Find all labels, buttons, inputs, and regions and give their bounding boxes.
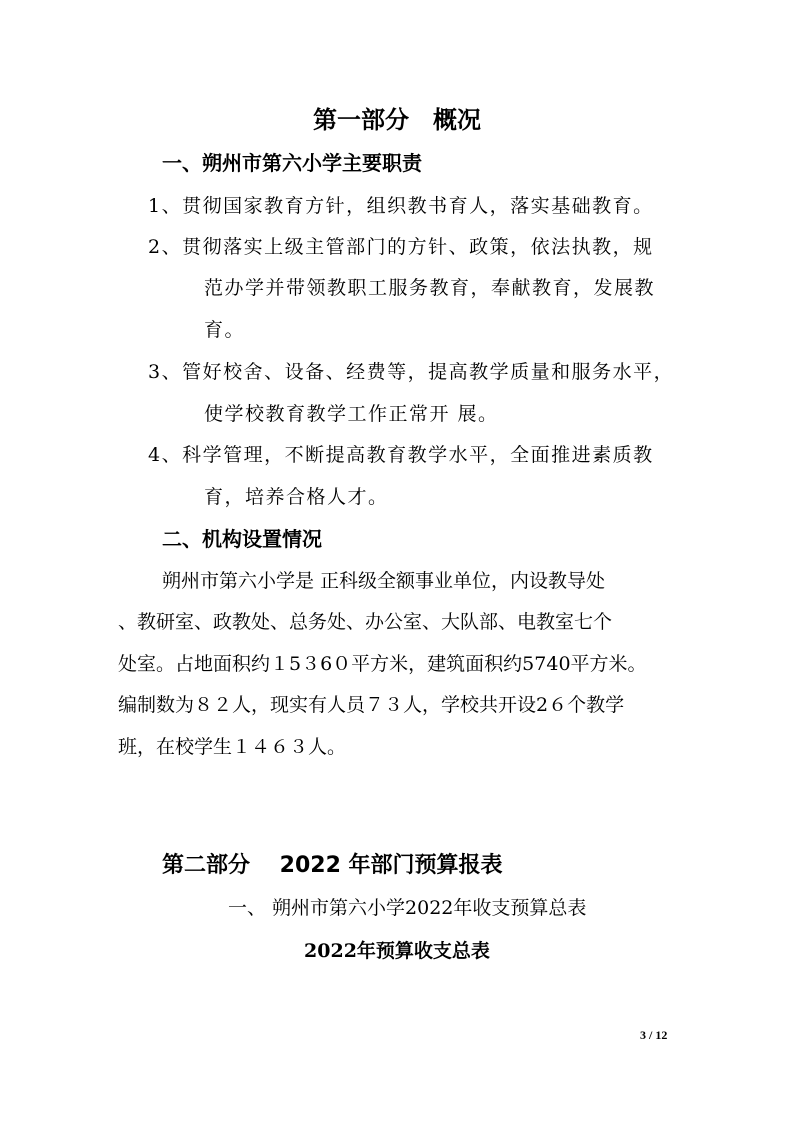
duty-item-3-line1: 3、管好校舍、设备、经费等，提高教学质量和服务水平， bbox=[148, 361, 675, 383]
section1-heading: 一、朔州市第六小学主要职责 bbox=[162, 151, 422, 175]
duty-item-2-line1: 2、贯彻落实上级主管部门的方针、政策，依法执教，规 bbox=[148, 236, 654, 258]
duty-item-3-line2: 使学校教育教学工作正常开 展。 bbox=[204, 403, 499, 425]
page-number: 3 / 12 bbox=[640, 1028, 668, 1042]
budget-table-title: 2022年预算收支总表 bbox=[304, 940, 490, 962]
duty-item-4-line1: 4、科学管理，不断提高教育教学水平，全面推进素质教 bbox=[148, 444, 654, 466]
org-paragraph-line4: 编制数为８２人，现实有人员７３人，学校共开设2６个教学 bbox=[118, 694, 625, 716]
org-paragraph-line2: 、教研室、政教处、总务处、办公室、大队部、电教室七个 bbox=[118, 611, 613, 633]
part2-subheading: 一、 朔州市第六小学2022年收支预算总表 bbox=[228, 897, 587, 919]
duty-item-2-line3: 育。 bbox=[204, 319, 246, 341]
org-paragraph-line5: 班，在校学生１４６３人。 bbox=[118, 736, 347, 758]
duty-item-2-line2: 范办学并带领教职工服务教育，奉献教育，发展教 bbox=[204, 277, 656, 299]
duty-item-1: 1、贯彻国家教育方针，组织教书育人，落实基础教育。 bbox=[148, 195, 654, 217]
org-paragraph-line3: 处室。占地面积约１5３6０平方米，建筑面积约5740平方米。 bbox=[118, 653, 647, 675]
section2-heading: 二、机构设置情况 bbox=[162, 527, 322, 551]
part2-title: 第二部分 2022 年部门预算报表 bbox=[162, 853, 503, 878]
org-paragraph-line1: 朔州市第六小学是 正科级全额事业单位，内设教导处 bbox=[162, 570, 606, 592]
duty-item-4-line2: 育，培养合格人才。 bbox=[204, 486, 389, 508]
part1-title: 第一部分 概况 bbox=[313, 106, 481, 134]
